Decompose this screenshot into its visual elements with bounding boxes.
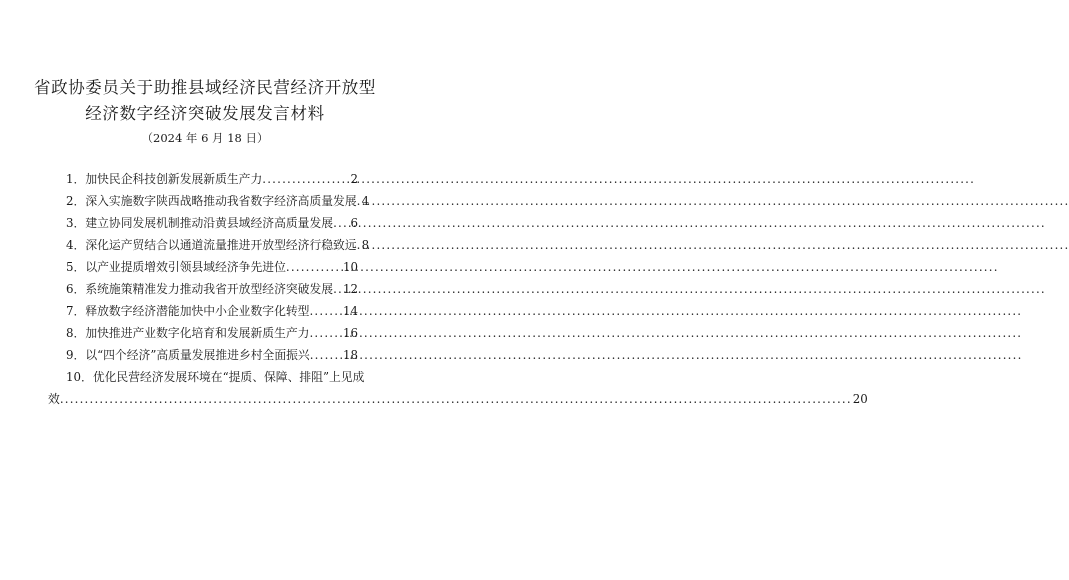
document-date: （2024 年 6 月 18 日） bbox=[141, 131, 269, 145]
toc-entry-page: 6 bbox=[350, 216, 358, 230]
toc-entry-number: 9． bbox=[66, 348, 86, 362]
toc-entry-title: 加快推进产业数字化培育和发展新质生产力 bbox=[85, 326, 310, 340]
toc-entry-title: 深入实施数字陕西战略推动我省数字经济高质量发展 bbox=[85, 194, 357, 208]
toc-leader-dots bbox=[310, 348, 342, 362]
toc-entry-page: 12 bbox=[342, 282, 358, 296]
toc-entry-1[interactable] bbox=[66, 170, 358, 186]
toc-entry-9[interactable] bbox=[66, 346, 358, 362]
toc-entry-page: 20 bbox=[852, 392, 868, 406]
toc-entry-title: 系统施策精准发力推动我省开放型经济突破发展 bbox=[85, 282, 334, 296]
toc-entry-page: 2 bbox=[350, 172, 358, 186]
toc-entry-title: 优化民营经济发展环境在“提质、保障、排阻”上见成 bbox=[92, 370, 365, 384]
toc-entry-3[interactable] bbox=[66, 214, 358, 230]
toc-entry-5[interactable] bbox=[66, 258, 358, 274]
toc-entry-second-line bbox=[48, 390, 868, 407]
toc-leader-dots bbox=[286, 260, 342, 274]
toc-entry-number: 3． bbox=[66, 216, 86, 230]
toc-entry-first-line bbox=[66, 368, 364, 385]
toc-leader-dots bbox=[309, 326, 342, 340]
toc-entry-title: 深化运产贸结合以通道流量推进开放型经济行稳致远 bbox=[85, 238, 357, 252]
toc-entry-6[interactable] bbox=[66, 280, 358, 296]
toc-entry-4[interactable] bbox=[66, 236, 370, 252]
toc-entry-2[interactable] bbox=[66, 192, 370, 208]
toc-entry-8[interactable] bbox=[66, 324, 358, 340]
document-title-line-2: 经济数字经济突破发展发言材料 bbox=[85, 104, 325, 123]
toc-entry-number: 2． bbox=[66, 194, 86, 208]
toc-entry-page: 4 bbox=[361, 194, 370, 208]
toc-entry-number: 10． bbox=[66, 370, 93, 384]
document-title-line-1: 省政协委员关于助推县域经济民营经济开放型 bbox=[34, 78, 376, 97]
toc-entry-number: 6． bbox=[66, 282, 86, 296]
toc-entry-title: 建立协同发展机制推动沿黄县域经济高质量发展 bbox=[85, 216, 334, 230]
toc-entry-page: 16 bbox=[342, 326, 358, 340]
toc-leader-dots: ................................................................................................................................................................ bbox=[59, 392, 852, 406]
toc-leader-dots bbox=[262, 172, 349, 186]
toc-entry-page: 10 bbox=[342, 260, 358, 274]
toc-leader-dots bbox=[333, 216, 349, 230]
toc-entry-title: 加快民企科技创新发展新质生产力 bbox=[85, 172, 263, 186]
toc-entry-number: 4． bbox=[66, 238, 86, 252]
toc-entry-title: 释放数字经济潜能加快中小企业数字化转型 bbox=[85, 304, 310, 318]
toc-entry-page: 18 bbox=[342, 348, 358, 362]
toc-entry-page: 14 bbox=[342, 304, 358, 318]
toc-entry-title: 以“四个经济”高质量发展推进乡村全面振兴 bbox=[85, 348, 310, 362]
toc-leader-dots bbox=[309, 304, 342, 318]
toc-entry-title: 以产业提质增效引领县域经济争先进位 bbox=[85, 260, 286, 274]
toc-entry-number: 7． bbox=[66, 304, 86, 318]
toc-entry-number: 8． bbox=[66, 326, 86, 340]
toc-entry-number: 5． bbox=[66, 260, 86, 274]
toc-entry-number: 1． bbox=[66, 172, 86, 186]
toc-entry-page: 8 bbox=[361, 238, 370, 252]
toc-entry-7[interactable] bbox=[66, 302, 358, 318]
toc-entry-title-continued: 效 bbox=[48, 392, 60, 406]
toc-leader-dots bbox=[333, 282, 342, 296]
